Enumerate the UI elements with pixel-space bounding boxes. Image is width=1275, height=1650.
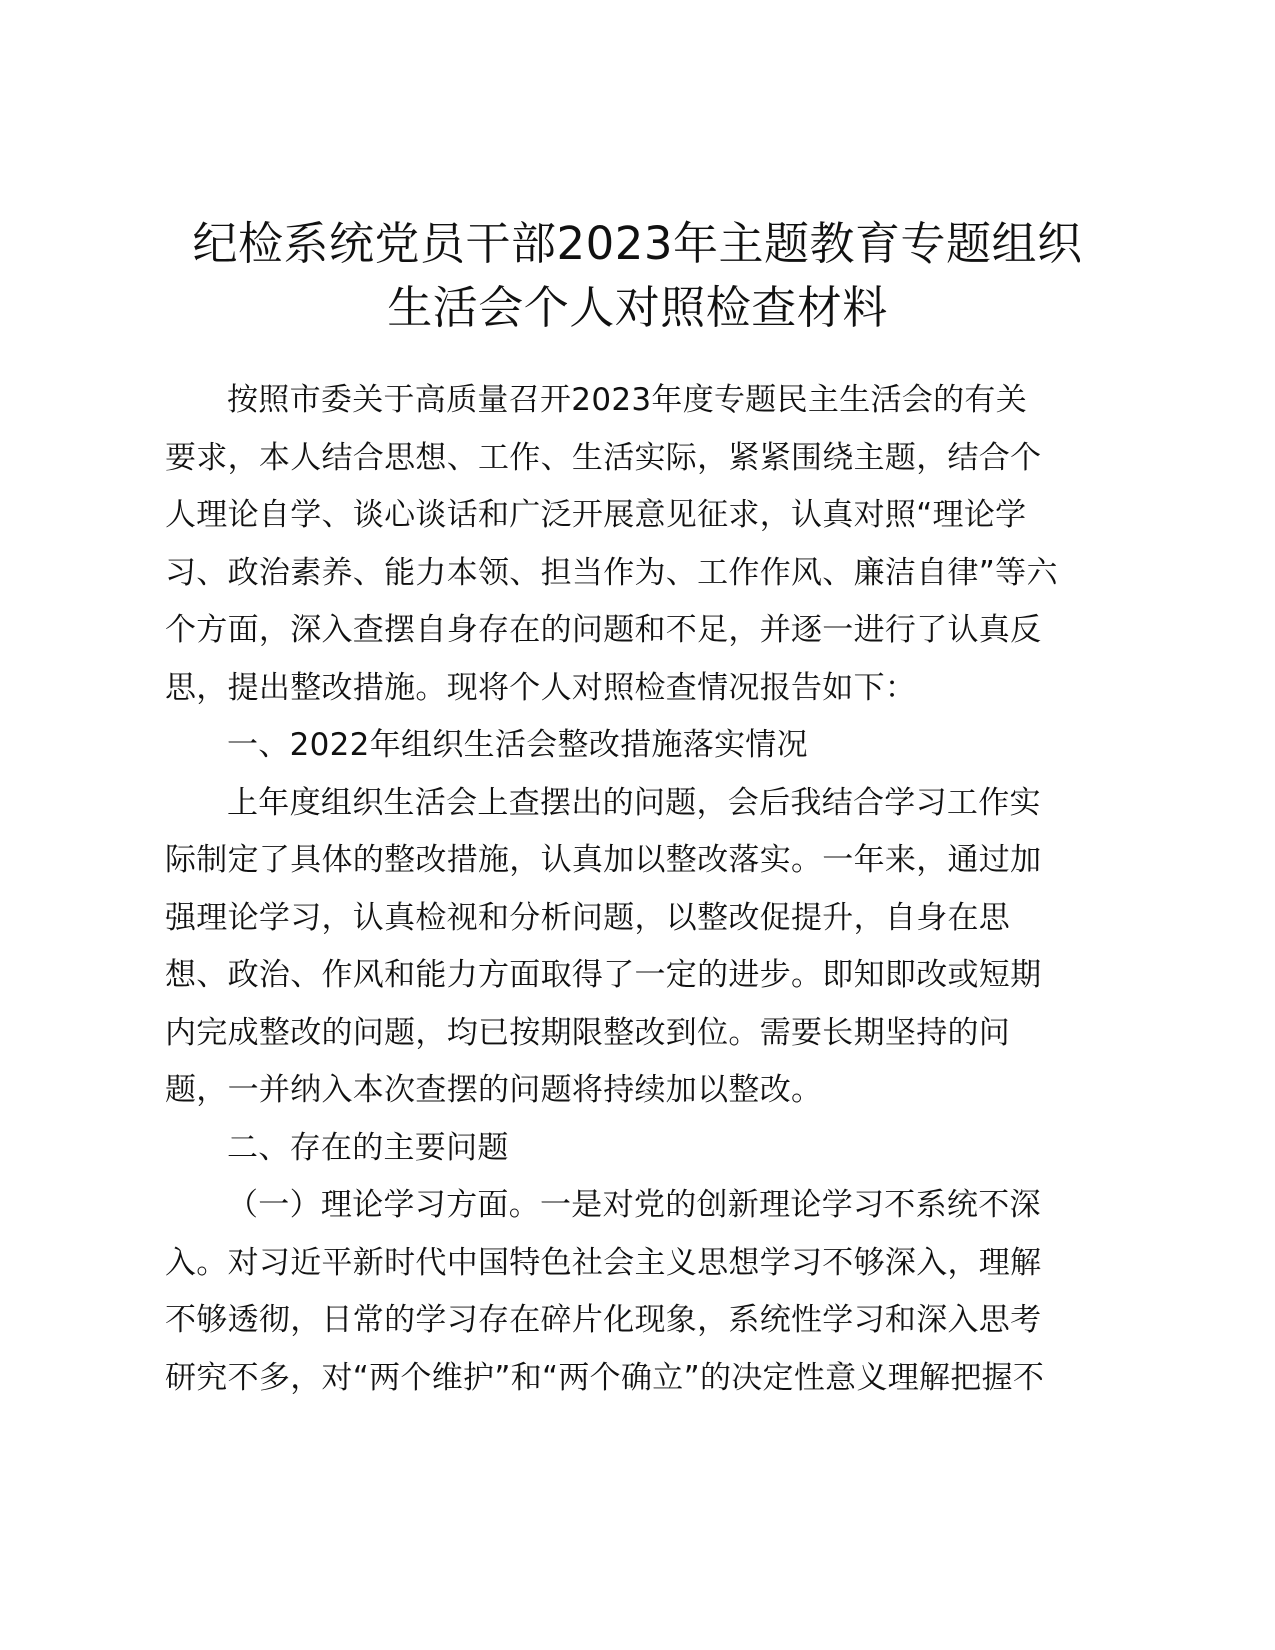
body-text-line: 研究不多，对“两个维护”和“两个确立”的决定性意义理解把握不 <box>165 1359 1045 1396</box>
body-text-line: （一）理论学习方面。一是对党的创新理论学习不系统不深 <box>227 1187 1041 1223</box>
body-text-line: 强理论学习，认真检视和分析问题，以整改促提升，自身在思 <box>165 899 1011 936</box>
body-text-line: 想、政治、作风和能力方面取得了一定的进步。即知即改或短期 <box>165 957 1042 993</box>
body-text-line: 一、2022年组织生活会整改措施落实情况 <box>227 727 808 763</box>
body-text-line: 个方面，深入查摆自身存在的问题和不足，并逐一进行了认真反 <box>165 612 1042 648</box>
body-text-line: 要求，本人结合思想、工作、生活实际，紧紧围绕主题，结合个 <box>165 439 1042 476</box>
body-text-line: 人理论自学、谈心谈话和广泛开展意见征求，认真对照“理论学 <box>165 497 1027 533</box>
body-text-line: 际制定了具体的整改措施，认真加以整改落实。一年来，通过加 <box>165 842 1042 878</box>
body-text-line: 上年度组织生活会上查摆出的问题，会后我结合学习工作实 <box>227 784 1041 821</box>
body-text-line: 习、政治素养、能力本领、担当作为、工作作风、廉洁自律”等六 <box>165 554 1058 591</box>
document-body <box>165 372 1115 1407</box>
body-text-line: 不够透彻，日常的学习存在碎片化现象，系统性学习和深入思考 <box>165 1302 1042 1338</box>
body-text-line: 题，一并纳入本次查摆的问题将持续加以整改。 <box>165 1072 823 1108</box>
document-title <box>140 212 1135 340</box>
body-text-line: 按照市委关于高质量召开2023年度专题民主生活会的有关 <box>227 382 1027 418</box>
body-text-line: 二、存在的主要问题 <box>227 1129 509 1166</box>
body-text-line: 内完成整改的问题，均已按期限整改到位。需要长期坚持的问 <box>165 1014 1011 1051</box>
body-text-line: 入。对习近平新时代中国特色社会主义思想学习不够深入，理解 <box>165 1244 1042 1281</box>
body-text-line: 思，提出整改措施。现将个人对照检查情况报告如下： <box>165 669 917 706</box>
title-line: 生活会个人对照检查材料 <box>387 281 888 334</box>
title-line: 纪检系统党员干部2023年主题教育专题组织 <box>192 217 1083 270</box>
